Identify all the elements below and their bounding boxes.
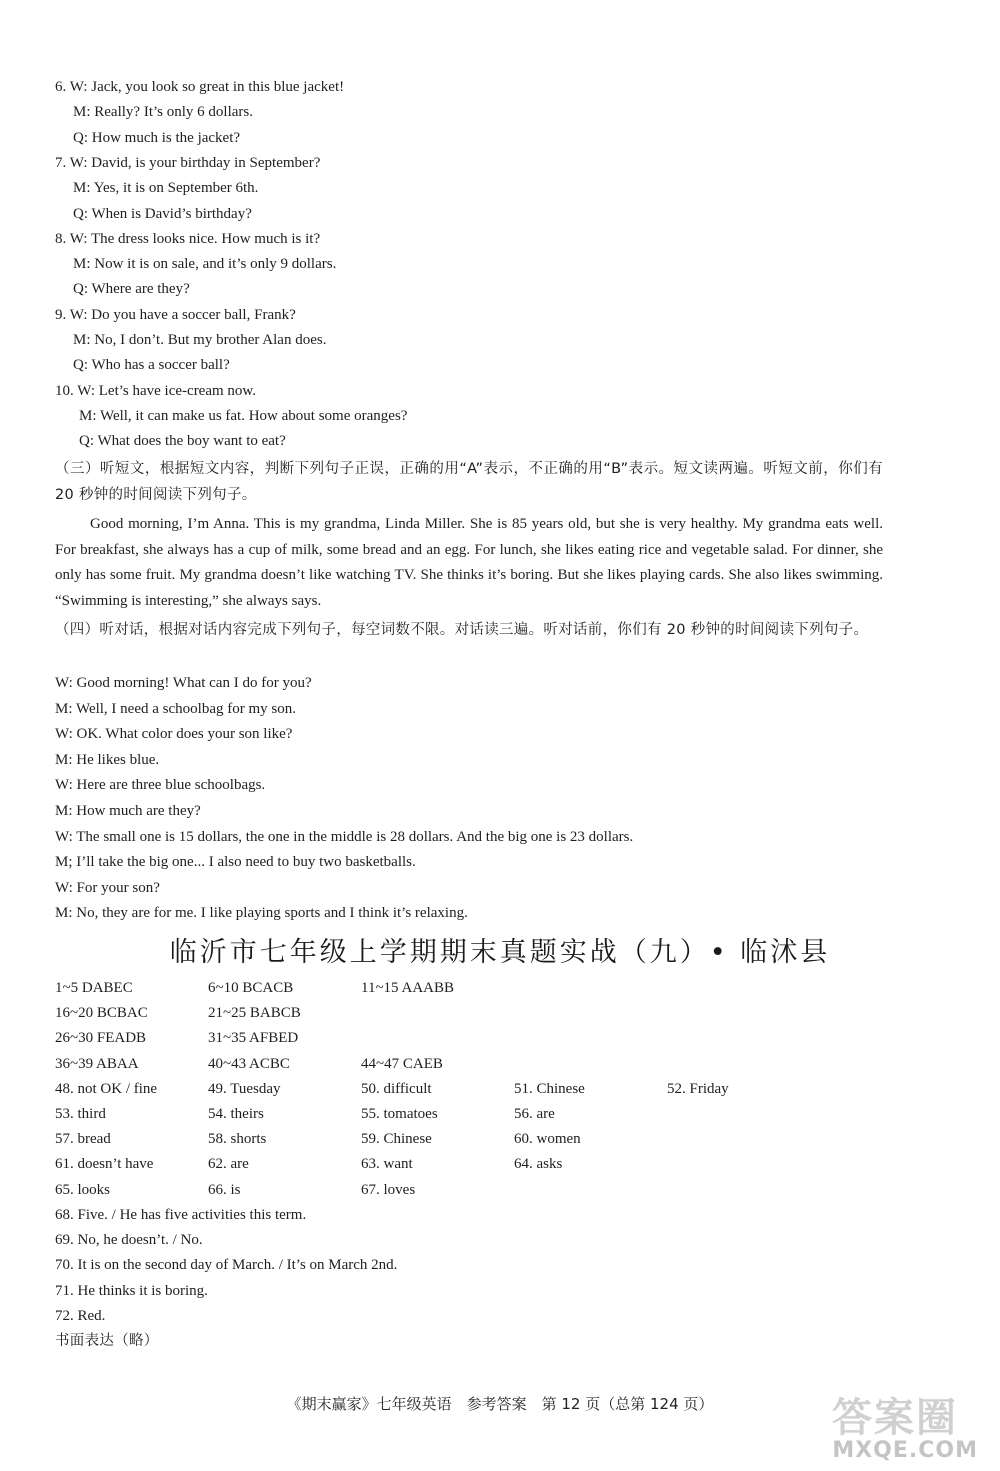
part3-instruction: （三）听短文，根据短文内容，判断下列句子正误，正确的用“A”表示，不正确的用“B”表示。短文读两遍。听短文前，你们有 20 秒钟的时间阅读下列句子。	[55, 461, 883, 503]
dialogue-line: W: For your son?	[55, 879, 160, 896]
answer-cell	[514, 1054, 667, 1079]
section-title: 临沂市七年级上学期期末真题实战（九）• 临沭县	[169, 937, 831, 968]
answer-cell: 64. asks	[514, 1156, 563, 1173]
answer-cell	[667, 1104, 820, 1129]
transcript-line: 8. W: The dress looks nice. How much is it?	[55, 230, 321, 247]
dialogue-line: W: OK. What color does your son like?	[55, 726, 293, 743]
transcript-line: M: Really? It’s only 6 dollars.	[73, 104, 253, 121]
answer-cell	[361, 1003, 514, 1028]
answer-cell	[514, 1003, 667, 1028]
dialogue-line: W: Here are three blue schoolbags.	[55, 777, 266, 794]
transcript-line: 6. W: Jack, you look so great in this blue jacket!	[55, 79, 345, 95]
answer-cell: 61. doesn’t have	[55, 1156, 154, 1173]
answer-cell: 63. want	[361, 1156, 413, 1173]
answer-cell: 11~15 AAABB	[361, 980, 454, 996]
part4-instruction: （四）听对话，根据对话内容完成下列句子，每空词数不限。对话读三遍。听对话前，你们有 20 秒钟的时间阅读下列句子。	[55, 622, 869, 638]
answer-cell	[667, 978, 820, 1003]
answer-cell: 44~47 CAEB	[361, 1055, 443, 1072]
answer-line: 70. It is on the second day of March. / It’s on March 2nd.	[55, 1257, 398, 1274]
answer-line: 书面表达（略）	[55, 1332, 159, 1349]
answer-cell	[514, 1028, 667, 1053]
transcript-line: 10. W: Let’s have ice-cream now.	[55, 382, 257, 399]
answer-cell	[667, 1180, 820, 1205]
answer-cell: 57. bread	[55, 1131, 111, 1148]
answer-cell: 21~25 BABCB	[208, 1005, 301, 1022]
answer-cell: 62. are	[208, 1156, 249, 1173]
answer-cell: 54. theirs	[208, 1105, 264, 1122]
transcript-line: M: Well, it can make us fat. How about some oranges?	[79, 407, 408, 424]
answer-cell: 48. not OK / fine	[55, 1080, 158, 1097]
transcript-line: 7. W: David, is your birthday in September?	[55, 154, 321, 171]
transcript-line: Q: How much is the jacket?	[73, 129, 241, 146]
transcript-line: Q: What does the boy want to eat?	[79, 433, 286, 450]
dialogue-line: M: No, they are for me. I like playing sports and I think it’s relaxing.	[55, 905, 468, 922]
dialogue-line: M; I’ll take the big one... I also need to buy two basketballs.	[55, 854, 416, 871]
dialogue-line: W: Good morning! What can I do for you?	[55, 675, 312, 691]
answer-cell: 59. Chinese	[361, 1131, 432, 1148]
transcript-line: M: Now it is on sale, and it’s only 9 dollars.	[73, 256, 337, 273]
answer-cell: 1~5 DABEC	[55, 980, 133, 996]
dialogue-line: M: He likes blue.	[55, 751, 160, 768]
answer-cell	[667, 1154, 820, 1179]
part3-passage: Good morning, I’m Anna. This is my grandma, Linda Miller. She is 85 years old, but she is very healthy. My grandma eats well. For breakfast, she always has a cup of milk, some bread and an egg. For lunch, she likes eating rice and vegetable salad. For dinner, she only has some fruit. My grandma doesn’t like watching TV. She thinks it’s boring. But she likes playing cards. She also likes swimming. “Swimming is interesting,” she always says.	[55, 516, 883, 609]
answer-cell	[514, 1180, 667, 1205]
answer-cell: 16~20 BCBAC	[55, 1005, 148, 1022]
answer-cell: 67. loves	[361, 1181, 416, 1198]
answer-key-tail	[55, 1205, 397, 1356]
answer-cell	[667, 1003, 820, 1028]
answer-line: 72. Red.	[55, 1307, 106, 1324]
transcript-line: Q: Who has a soccer ball?	[73, 357, 230, 374]
dialogue-line: M: How much are they?	[55, 803, 201, 819]
watermark-text: 答案圈	[832, 1395, 958, 1441]
transcript-line: Q: Where are they?	[73, 281, 190, 298]
answer-cell: 58. shorts	[208, 1131, 267, 1148]
answer-cell: 49. Tuesday	[208, 1080, 281, 1097]
transcript-line: Q: When is David’s birthday?	[73, 205, 252, 222]
answer-cell: 51. Chinese	[514, 1080, 585, 1097]
answer-cell: 6~10 BCACB	[208, 980, 294, 996]
answer-key-grid	[55, 978, 820, 1205]
answer-cell: 26~30 FEADB	[55, 1030, 147, 1047]
answer-line: 71. He thinks it is boring.	[55, 1282, 208, 1299]
answer-line: 69. No, he doesn’t. / No.	[55, 1232, 203, 1249]
transcript-line: 9. W: Do you have a soccer ball, Frank?	[55, 306, 296, 323]
answer-cell	[667, 1054, 820, 1079]
answer-cell: 60. women	[514, 1131, 581, 1148]
answer-cell: 31~35 AFBED	[208, 1030, 299, 1047]
answer-cell	[667, 1129, 820, 1154]
answer-cell	[667, 1028, 820, 1053]
answer-cell: 36~39 ABAA	[55, 1055, 139, 1072]
answer-cell	[361, 1028, 514, 1053]
transcript-line: M: Yes, it is on September 6th.	[73, 180, 259, 197]
answer-cell: 55. tomatoes	[361, 1105, 438, 1122]
answer-cell: 52. Friday	[667, 1080, 729, 1097]
answer-cell: 66. is	[208, 1181, 241, 1198]
watermark-logo	[808, 1386, 988, 1466]
dialogue-line: M: Well, I need a schoolbag for my son.	[55, 700, 296, 717]
answer-cell	[514, 978, 667, 1003]
answer-line: 68. Five. / He has five activities this term.	[55, 1207, 307, 1223]
dialogue-line: W: The small one is 15 dollars, the one in the middle is 28 dollars. And the big one is 23 dollars.	[55, 828, 634, 845]
answer-cell: 65. looks	[55, 1181, 111, 1198]
answer-cell: 40~43 ACBC	[208, 1055, 290, 1072]
answer-cell: 56. are	[514, 1105, 555, 1122]
answer-cell: 50. difficult	[361, 1080, 432, 1097]
transcript-line: M: No, I don’t. But my brother Alan does.	[73, 332, 327, 348]
answer-cell: 53. third	[55, 1105, 106, 1122]
watermark-url: MXQE.COM	[832, 1438, 978, 1463]
page-footer: 《期末赢家》七年级英语 参考答案 第 12 页（总第 124 页）	[286, 1395, 714, 1413]
